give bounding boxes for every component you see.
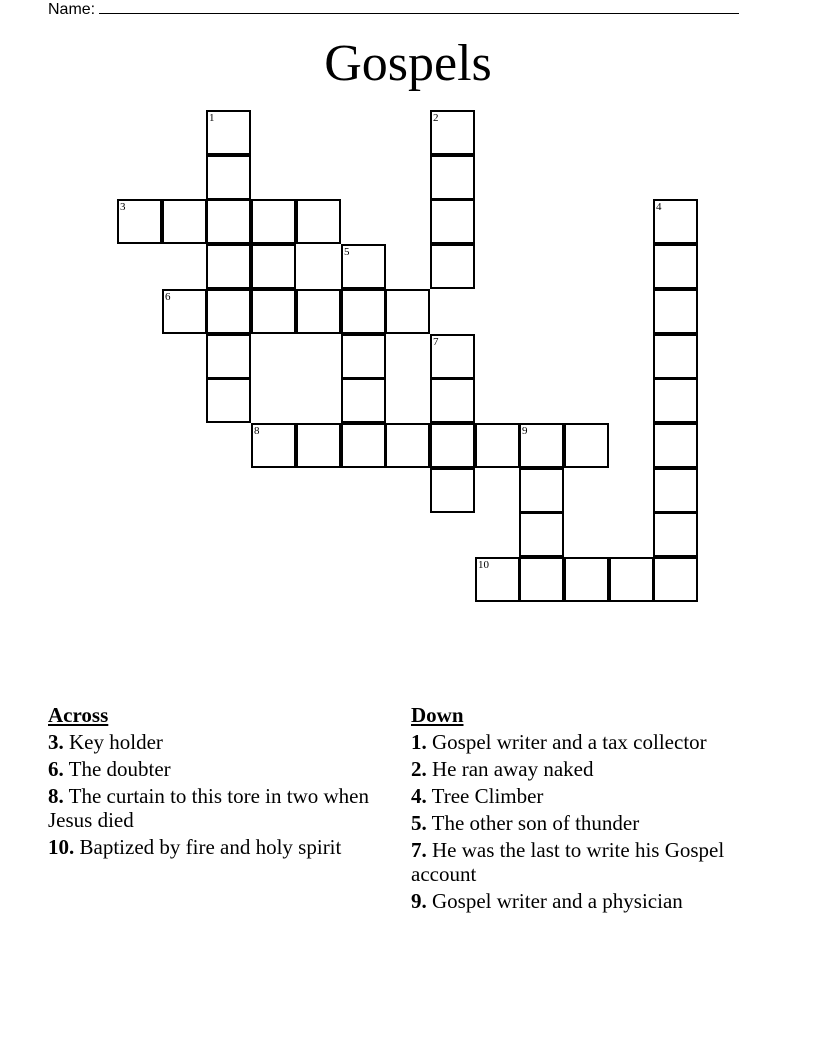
grid-cell[interactable] — [206, 110, 251, 155]
grid-cell[interactable] — [117, 199, 162, 244]
clue-number: 10 — [478, 559, 489, 571]
grid-cell[interactable] — [296, 199, 341, 244]
across-clues — [48, 703, 378, 862]
grid-cell[interactable] — [653, 423, 698, 468]
grid-cell[interactable] — [653, 512, 698, 557]
grid-cell[interactable] — [251, 423, 296, 468]
grid-cell[interactable] — [475, 423, 520, 468]
grid-cell[interactable] — [341, 423, 386, 468]
down-clues — [411, 703, 751, 916]
clue-number: 6 — [165, 291, 171, 303]
down-heading: Down — [411, 703, 464, 727]
grid-cell[interactable] — [341, 378, 386, 423]
grid-cell[interactable] — [653, 334, 698, 379]
grid-cell[interactable] — [653, 378, 698, 423]
grid-cell[interactable] — [341, 289, 386, 334]
grid-cell[interactable] — [251, 199, 296, 244]
grid-cell[interactable] — [519, 512, 564, 557]
puzzle-title: Gospels — [324, 35, 492, 92]
clue-down-4: 4. Tree Climber — [411, 784, 544, 808]
grid-cell[interactable] — [653, 244, 698, 289]
grid-cell[interactable] — [341, 244, 386, 289]
grid-cell[interactable] — [206, 334, 251, 379]
grid-cell[interactable] — [341, 334, 386, 379]
grid-cell[interactable] — [430, 378, 475, 423]
grid-cell[interactable] — [564, 557, 609, 602]
clue-number: 2 — [433, 112, 439, 124]
grid-cell[interactable] — [385, 289, 430, 334]
clue-number: 4 — [656, 201, 662, 213]
across-heading: Across — [48, 703, 109, 727]
clue-number: 3 — [120, 201, 126, 213]
grid-cell[interactable] — [653, 289, 698, 334]
name-label: Name: — [48, 1, 96, 18]
clue-across-8: 8. The curtain to this tore in two when Jesus died — [48, 784, 369, 832]
clue-across-6: 6. The doubter — [48, 757, 171, 781]
grid-cell[interactable] — [475, 557, 520, 602]
grid-cell[interactable] — [564, 423, 609, 468]
grid-cell[interactable] — [609, 557, 654, 602]
clue-down-1: 1. Gospel writer and a tax collector — [411, 730, 707, 754]
clue-down-7: 7. He was the last to write his Gospel account — [411, 838, 725, 886]
clue-down-2: 2. He ran away naked — [411, 757, 594, 781]
grid-cell[interactable] — [430, 155, 475, 200]
clue-number: 8 — [254, 425, 260, 437]
grid-cell[interactable] — [162, 289, 207, 334]
clue-number: 7 — [433, 336, 439, 348]
grid-cell[interactable] — [430, 423, 475, 468]
clue-number: 5 — [344, 246, 350, 258]
grid-cell[interactable] — [430, 199, 475, 244]
grid-cell[interactable] — [206, 378, 251, 423]
grid-cell[interactable] — [430, 468, 475, 513]
clue-across-10: 10. Baptized by fire and holy spirit — [48, 835, 342, 859]
clue-down-9: 9. Gospel writer and a physician — [411, 889, 683, 913]
grid-cell[interactable] — [206, 289, 251, 334]
grid-cell[interactable] — [251, 289, 296, 334]
clue-across-3: 3. Key holder — [48, 730, 163, 754]
grid-cell[interactable] — [251, 244, 296, 289]
grid-cell[interactable] — [519, 468, 564, 513]
clue-number: 9 — [522, 425, 528, 437]
grid-cell[interactable] — [162, 199, 207, 244]
grid-cell[interactable] — [385, 423, 430, 468]
grid-cell[interactable] — [206, 155, 251, 200]
grid-cell[interactable] — [430, 334, 475, 379]
grid-cell[interactable] — [206, 199, 251, 244]
grid-cell[interactable] — [430, 110, 475, 155]
grid-cell[interactable] — [430, 244, 475, 289]
grid-cell[interactable] — [519, 557, 564, 602]
grid-cell[interactable] — [519, 423, 564, 468]
grid-cell[interactable] — [653, 199, 698, 244]
grid-cell[interactable] — [296, 423, 341, 468]
grid-cell[interactable] — [653, 557, 698, 602]
clue-down-5: 5. The other son of thunder — [411, 811, 640, 835]
clue-number: 1 — [209, 112, 215, 124]
grid-cell[interactable] — [206, 244, 251, 289]
grid-cell[interactable] — [653, 468, 698, 513]
grid-cell[interactable] — [296, 289, 341, 334]
